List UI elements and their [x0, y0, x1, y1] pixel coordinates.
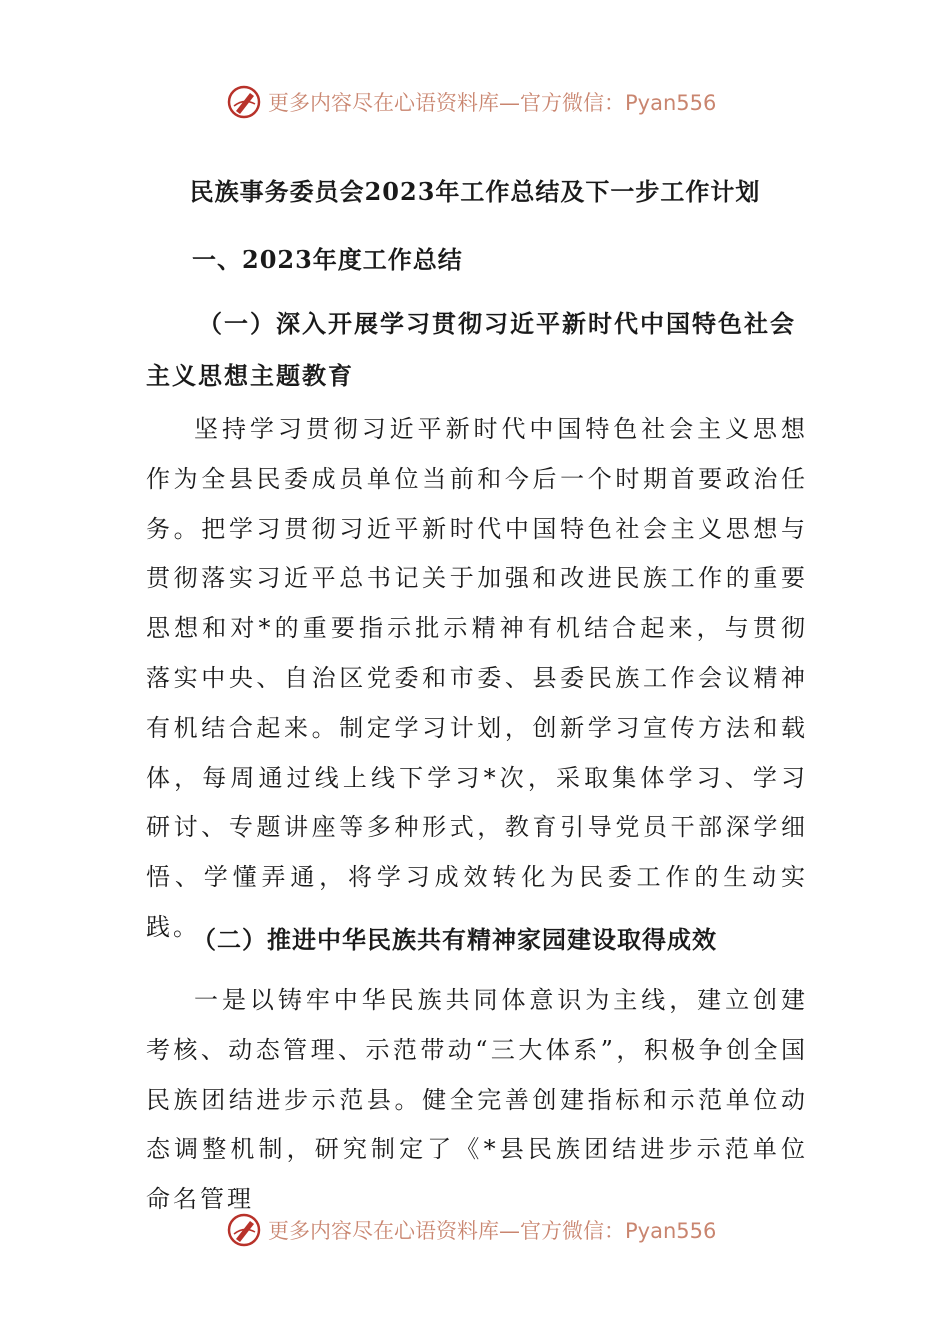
watermark-banner-top [226, 82, 716, 122]
document-title: 民族事务委员会2023年工作总结及下一步工作计划 [189, 177, 761, 206]
subsection-heading-1: （一）深入开展学习贯彻习近平新时代中国特色社会主义思想主题教育 [146, 309, 796, 390]
watermark-banner-bottom [226, 1210, 716, 1250]
watermark-text: 更多内容尽在心语资料库—官方微信：Pyan556 [268, 91, 717, 115]
pen-logo-icon [226, 84, 262, 120]
paragraph-2: 一是以铸牢中华民族共同体意识为主线，建立创建考核、动态管理、示范带动“三大体系”，积极争创全国民族团结进步示范县。健全完善创建指标和示范单位动态调整机制，研究制定了《*县民族团结进步示范单位命名管理 [146, 986, 808, 1214]
section-heading-1: 一、2023年度工作总结 [192, 245, 463, 274]
watermark-text: 更多内容尽在心语资料库—官方微信：Pyan556 [268, 1219, 717, 1243]
paragraph-1: 坚持学习贯彻习近平新时代中国特色社会主义思想作为全县民委成员单位当前和今后一个时期首要政治任务。把学习贯彻习近平新时代中国特色社会主义思想与贯彻落实习近平总书记关于加强和改进民族工作的重要思想和对*的重要指示批示精神有机结合起来，与贯彻落实中央、自治区党委和市委、县委民族工作会议精神有机结合起来。制定学习计划，创新学习宣传方法和载体，每周通过线上线下学习*次，采取集体学习、学习研讨、专题讲座等多种形式，教育引导党员干部深学细悟、学懂弄通，将学习成效转化为民委工作的生动实践。 [146, 415, 808, 941]
pen-logo-icon [226, 1212, 262, 1248]
subsection-heading-2: （二）推进中华民族共有精神家园建设取得成效 [192, 925, 717, 954]
